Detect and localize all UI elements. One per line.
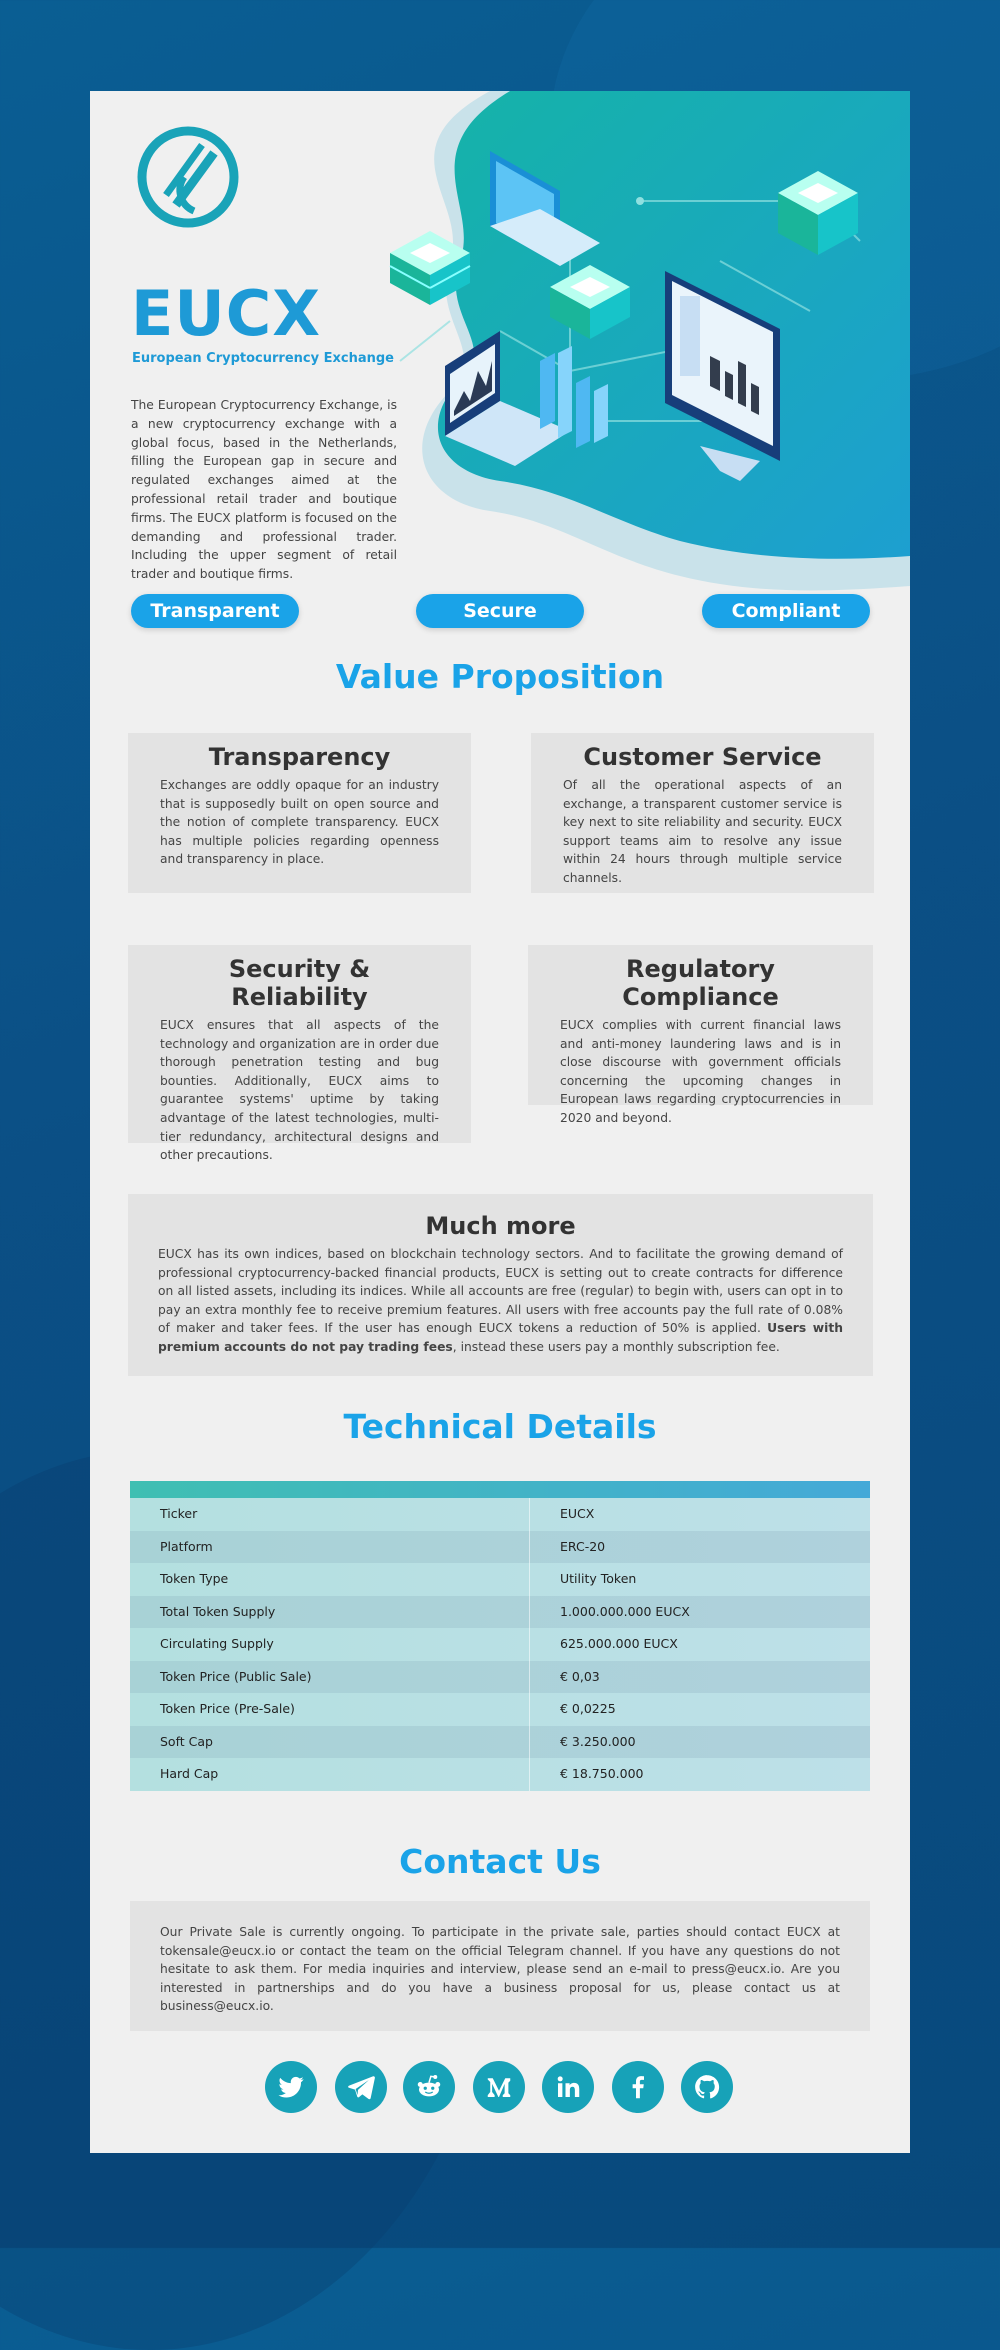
telegram-link[interactable] [335, 2061, 387, 2113]
box-title: Regulatory Compliance [622, 955, 779, 1011]
bold-note: Users with premium accounts do not pay trading fees [158, 1321, 843, 1354]
infographic-card [90, 91, 910, 2153]
hero-illustration [340, 91, 910, 596]
linkedin-icon [553, 2072, 583, 2102]
table-row: Hard Cap € 18.750.000 [130, 1758, 870, 1791]
contact-us-heading: Contact Us [399, 1842, 601, 1881]
brand-subtitle: European Cryptocurrency Exchange [132, 351, 394, 366]
pill-secure: Secure [416, 594, 584, 628]
eucx-logo [136, 125, 240, 229]
box-title: Transparency [208, 743, 391, 771]
box-transparency [128, 733, 471, 893]
box-security-reliability [128, 945, 471, 1163]
linkedin-link[interactable] [542, 2061, 594, 2113]
pill-transparent: Transparent [131, 594, 299, 628]
box-title: Security & Reliability [228, 955, 371, 1011]
facebook-link[interactable] [612, 2061, 664, 2113]
box-text: EUCX ensures that all aspects of the technology and organization are in order due thorough penetration testing and bug bounties. Additionally, EUCX aims to guarantee systems' uptime by taking advantage of the latest technologies, multi-tier redundancy, architectural designs and other precautions. [160, 1018, 439, 1163]
table-header-bar [130, 1481, 870, 1498]
box-text: Exchanges are oddly opaque for an industry that is supposedly built on open source and the notion of complete transparency. EUCX has multiple policies regarding openness and transparency in place. [160, 778, 439, 867]
medium-icon [484, 2072, 514, 2102]
reddit-link[interactable] [403, 2061, 455, 2113]
technical-details-table [130, 1481, 870, 1791]
box-title: Much more [425, 1212, 576, 1240]
table-row: Total Token Supply 1.000.000.000 EUCX [130, 1596, 870, 1629]
table-row: Token Price (Public Sale) € 0,03 [130, 1661, 870, 1694]
box-text: Of all the operational aspects of an exchange, a transparent customer service is key next to site reliability and security. EUCX support teams aim to resolve any issue within 24 hours through multiple service channels. [563, 778, 842, 885]
telegram-icon [346, 2072, 376, 2102]
medium-link[interactable] [473, 2061, 525, 2113]
box-title: Customer Service [583, 743, 822, 771]
table-row: Token Price (Pre-Sale) € 0,0225 [130, 1693, 870, 1726]
box-regulatory-compliance [528, 945, 873, 1125]
twitter-link[interactable] [265, 2061, 317, 2113]
table-row: Circulating Supply 625.000.000 EUCX [130, 1628, 870, 1661]
brand-name: EUCX [131, 277, 321, 350]
table-row: Token Type Utility Token [130, 1563, 870, 1596]
facebook-icon [623, 2072, 653, 2102]
box-customer-service [531, 733, 874, 893]
contact-paragraph: Our Private Sale is currently ongoing. To participate in the private sale, parties should contact EUCX at tokensale@eucx.io or contact the team on the official Telegram channel. If you have any questions do not hesitate to ask them. For media inquiries and interview, please send an e-mail to press@eucx.io. Are you interested in partnerships and do you have a business proposal for us, please contact us at business@eucx.io. [130, 1901, 870, 2031]
box-much-more [128, 1194, 873, 1376]
intro-paragraph: The European Cryptocurrency Exchange, is a new cryptocurrency exchange with a global focus, based in the Netherlands, filling the European gap in secure and regulated exchanges aimed at the professional retail trader and boutique firms. The EUCX platform is focused on the demanding and professional trader. Including the upper segment of retail trader and boutique firms. [131, 398, 397, 582]
value-proposition-heading: Value Proposition [335, 657, 665, 696]
table-row: Ticker EUCX [130, 1498, 870, 1531]
table-row: Soft Cap € 3.250.000 [130, 1726, 870, 1759]
twitter-icon [276, 2072, 306, 2102]
reddit-icon [414, 2072, 444, 2102]
technical-details-heading: Technical Details [343, 1407, 657, 1446]
box-text: EUCX complies with current financial laws and anti-money laundering laws and is in close discourse with government officials concerning the upcoming changes in European laws regarding cryptocurrencies in 2020 and beyond. [560, 1018, 841, 1125]
box-text: EUCX has its own indices, based on blockchain technology sectors. And to facilitate the growing demand of professional cryptocurrency-backed financial products, EUCX is setting out to create contracts for difference on all listed assets, including its indices. While all accounts are free (regular) to begin with, users can opt in to pay an extra monthly fee to receive premium features. All users with free accounts pay the full rate of 0.08% of maker and taker fees. If the user has enough EUCX tokens a reduction of 50% is applied. Users with premium accounts do not pay trading fees, instead these users pay a monthly subscription fee. [158, 1247, 843, 1354]
pill-compliant: Compliant [702, 594, 870, 628]
github-link[interactable] [681, 2061, 733, 2113]
github-icon [692, 2072, 722, 2102]
table-row: Platform ERC-20 [130, 1531, 870, 1564]
